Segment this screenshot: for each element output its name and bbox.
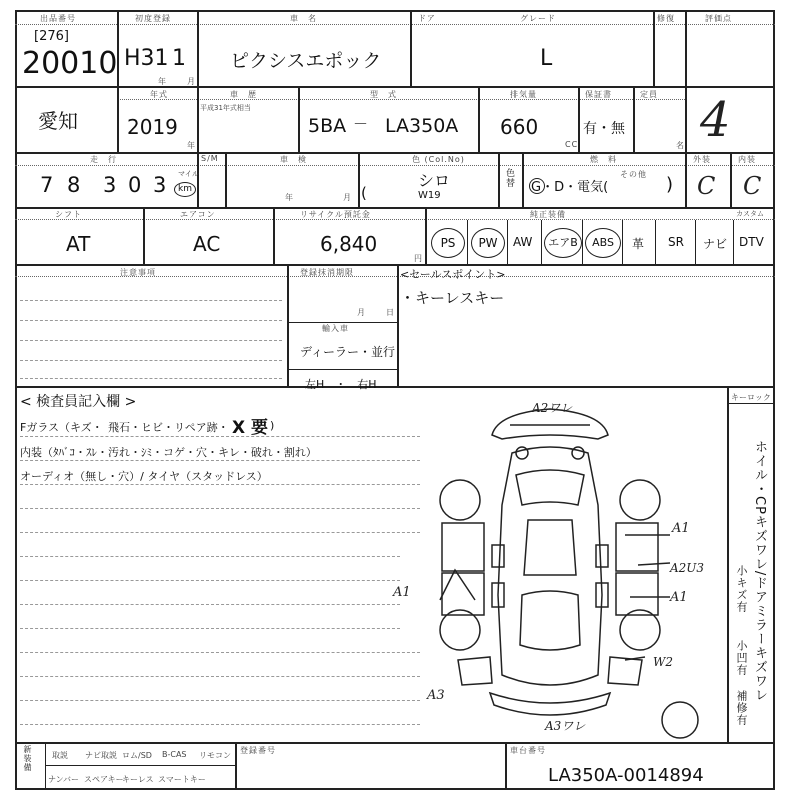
fuel-close: ): [666, 174, 674, 195]
footer-item: ナンバー: [48, 775, 80, 784]
row2-div4: [478, 86, 480, 152]
mileage-digit: 3: [103, 173, 117, 197]
eq-div: [622, 220, 623, 264]
yen-unit: 円: [414, 254, 423, 263]
notes-row: [20, 360, 282, 361]
equip-navi: ナビ: [703, 237, 728, 251]
mark-front-bumper: A2ワレ: [532, 401, 573, 415]
mark-left-rear-corner: A3: [427, 688, 445, 703]
mileage-digit: 7: [40, 173, 54, 197]
row1-div2: [197, 10, 199, 87]
first-reg-month: 1: [172, 46, 186, 71]
equip-airbag: エアB: [544, 228, 582, 258]
mark-rear-bumper: A3ワレ: [545, 719, 586, 733]
equip-pw: PW: [471, 228, 505, 258]
footer-div-reg: [235, 742, 237, 788]
inspection-note-scratch: 小キズ有: [735, 565, 748, 613]
insp-row: [20, 700, 420, 701]
insp-row: [20, 484, 420, 485]
mark-right-front: A1: [672, 521, 690, 536]
footer-item: スマートキー: [158, 775, 206, 784]
inspection-line1-middle: 飛石・ヒビ・リペア跡・: [108, 421, 229, 434]
footer-item: リモコン: [199, 751, 231, 760]
rating-div: [685, 10, 687, 155]
eq-div: [582, 220, 583, 264]
mileage-digit: 8: [67, 173, 81, 197]
repair-label: 修復: [657, 14, 675, 23]
shaken-year-unit: 年: [285, 193, 294, 202]
eq-div: [655, 220, 656, 264]
row2-div1: [117, 86, 119, 152]
row3-div7: [730, 152, 732, 207]
keylock-div: [727, 386, 729, 742]
rating-score: 4: [700, 92, 731, 148]
equip-abs: ABS: [585, 228, 621, 258]
car-name: ピクシスエポック: [230, 50, 382, 72]
model-code: LA350A: [385, 115, 459, 137]
row1-div3: [410, 10, 412, 87]
row2-div3: [298, 86, 300, 152]
sales-point: ・キーレスキー: [400, 289, 505, 307]
row2-div5: [578, 86, 580, 152]
color-value: シロ: [418, 171, 451, 190]
inspection-bottom: [15, 742, 775, 744]
row4-div3: [425, 207, 427, 264]
month-suffix: 月: [187, 77, 196, 86]
notes-label: 注意事項: [120, 268, 156, 277]
history-note: 平成31年式相当: [200, 104, 251, 112]
row2-div6: [633, 86, 635, 152]
eq-div: [733, 220, 734, 264]
eq-div: [467, 220, 468, 264]
year-label: 年式: [150, 90, 168, 99]
shift-label: シフト: [55, 210, 82, 219]
mileage-label: 走 行: [90, 155, 117, 164]
inspection-line3: オーディオ（無し・穴）/ タイヤ（スタッドレス）: [20, 470, 268, 483]
equip-aw: AW: [513, 235, 533, 249]
footer-item: ナビ取説: [85, 751, 117, 760]
row4-label-line: [15, 219, 775, 220]
frame-right: [773, 10, 775, 790]
displacement-value: 660: [500, 115, 539, 139]
mileage-digit: 0: [128, 173, 142, 197]
row3-div5: [522, 152, 524, 207]
notes-bottom: [15, 386, 775, 388]
chassis-label: 車台番号: [510, 746, 546, 755]
lot-number: 20010: [22, 46, 118, 81]
model-code-dash: －: [353, 115, 369, 133]
insp-row: [20, 652, 420, 653]
warranty-value: 有・無: [583, 121, 625, 137]
notes-row: [20, 300, 282, 301]
insp-row: [20, 532, 420, 533]
exterior-label: 外装: [693, 155, 711, 164]
insp-row: [20, 460, 420, 461]
persons-unit: 名: [676, 141, 685, 150]
eq-div: [507, 220, 508, 264]
footer-item: ロム/SD: [122, 751, 152, 760]
color-paren: (: [361, 184, 367, 202]
row3-label-line: [15, 165, 775, 166]
car-name-label: 車 名: [290, 14, 317, 23]
row3-div1: [197, 152, 199, 207]
insp-row: [20, 436, 420, 437]
eq-div: [541, 220, 542, 264]
notes-div2: [397, 264, 399, 386]
row3-div6: [685, 152, 687, 207]
keylock-hline: [727, 403, 775, 404]
reg-number-label: 登録番号: [240, 746, 276, 755]
row3-div2: [225, 152, 227, 207]
insp-row: [20, 556, 400, 557]
model-type-label: 型 式: [370, 90, 397, 99]
rating-label: 評価点: [705, 14, 732, 23]
inspection-note-dent: 小凹有: [735, 640, 748, 676]
inspection-note-repair: 補修有: [735, 690, 748, 726]
ac-label: エアコン: [180, 210, 216, 219]
row2-bottom: [15, 152, 775, 154]
inspection-title: < 検査員記入欄 >: [20, 394, 137, 410]
color-change-label: 色替: [504, 168, 514, 188]
footer-item: キーレス: [122, 775, 154, 784]
model-code-prefix: 5BA: [308, 115, 347, 137]
insp-row: [20, 604, 400, 605]
steering-value: 左H ・ 右H: [305, 378, 377, 391]
notes-hline2: [287, 369, 397, 370]
equip-ps: PS: [431, 228, 465, 258]
row4-div1: [143, 207, 145, 264]
row3-div3: [358, 152, 360, 207]
import-value: ディーラー・並行: [300, 345, 396, 359]
ac-value: AC: [193, 232, 221, 256]
interior-label: 内装: [738, 155, 756, 164]
door-label: ドア: [418, 14, 436, 23]
fuel-label: 燃 料: [590, 155, 617, 164]
year-unit: 年: [187, 141, 196, 150]
row3-bottom: [15, 207, 775, 209]
grade-label: グレード: [520, 14, 556, 23]
insp-row: [20, 676, 420, 677]
fuel-value: G・D・電気(: [531, 180, 609, 195]
exterior-grade: C: [697, 172, 716, 200]
chassis-number: LA350A-0014894: [548, 765, 704, 786]
row1-div4: [653, 10, 655, 87]
mark-right-middle: A2U3: [670, 561, 705, 575]
registration-label: 登録抹消期限: [300, 268, 354, 277]
interior-grade: C: [743, 172, 762, 200]
row4-div2: [273, 207, 275, 264]
unit-km: km: [174, 182, 196, 197]
frame-top: [15, 10, 775, 12]
color-label: 色 (Col.No): [412, 155, 465, 164]
footer-item: B-CAS: [162, 750, 187, 759]
insp-row: [20, 628, 400, 629]
meter-label: S/M: [201, 154, 219, 163]
notes-row: [20, 378, 282, 379]
year-suffix: 年: [158, 77, 167, 86]
mark-right-rear-corner: W2: [653, 655, 673, 669]
frame-bottom: [15, 788, 775, 790]
notes-row: [20, 340, 282, 341]
insp-row: [20, 580, 400, 581]
reg-day-label: 日: [386, 308, 395, 317]
row2-div2: [197, 86, 199, 152]
insp-row: [20, 508, 420, 509]
location: 愛知: [38, 109, 78, 133]
inspection-line1-prefix: Fガラス（キズ・: [20, 421, 103, 434]
new-equipment-label: 新装備: [23, 745, 32, 772]
inspection-line1-close: ): [270, 419, 275, 432]
first-reg-label: 初度登録: [135, 14, 171, 23]
inspection-line1-suffix: X 要: [232, 418, 269, 438]
notes-div1: [287, 264, 289, 386]
recycle-fee: 6,840: [320, 232, 378, 256]
equip-dtv: DTV: [739, 235, 764, 249]
mileage-digit: 3: [153, 173, 167, 197]
mark-right-rear: A1: [670, 590, 688, 605]
cc-unit: CC: [565, 140, 579, 149]
warranty-label: 保証書: [585, 90, 612, 99]
history-label: 車 歴: [230, 90, 257, 99]
sales-point-label: <セールスポイント>: [400, 268, 506, 281]
footer-item: 取説: [52, 751, 68, 760]
grade-value: L: [540, 46, 553, 71]
equipment-label: 純正装備: [530, 210, 566, 219]
import-label: 輸入車: [322, 324, 349, 333]
row4-bottom: [15, 264, 775, 266]
year-value: 2019: [127, 115, 178, 139]
equip-sr: SR: [668, 235, 684, 249]
footer-hline: [45, 765, 235, 766]
color-code: W19: [418, 190, 441, 201]
eq-div: [695, 220, 696, 264]
shaken-month-unit: 月: [343, 193, 352, 202]
row1-label-line: [15, 24, 775, 25]
inspection-line2: 内装（ﾀﾊﾞｺ・ｽﾚ・汚れ・ｼﾐ・コゲ・穴・キレ・破れ・割れ）: [20, 446, 317, 459]
footer-item: スペアキー: [84, 775, 124, 784]
reg-month-label: 月: [357, 308, 366, 317]
lot-tag: [276]: [34, 29, 69, 44]
mark-left-door: A1: [393, 585, 411, 600]
notes-row: [20, 320, 282, 321]
row1-bottom: [15, 86, 775, 88]
recycle-label: リサイクル預託金: [300, 210, 371, 219]
keylock-label: キーロック: [731, 393, 771, 402]
fuel-other: その他: [620, 170, 647, 179]
inspection-right-notes: ホイル・CPキズワレ/ドアミラーキズワレ: [752, 440, 767, 703]
shift-value: AT: [66, 232, 91, 256]
displacement-label: 排気量: [510, 90, 537, 99]
capacity-label: 定員: [640, 90, 658, 99]
row3-div4: [498, 152, 500, 207]
insp-row: [20, 724, 420, 725]
equip-leather: 革: [632, 237, 645, 251]
unit-mile: マイル: [178, 170, 199, 178]
custom-label: カスタム: [736, 210, 764, 218]
first-reg-era: H31: [124, 46, 169, 71]
shaken-label: 車 検: [280, 155, 307, 164]
footer-div-chassis: [505, 742, 507, 788]
frame-left: [15, 10, 17, 790]
lot-label: 出品番号: [40, 14, 76, 23]
